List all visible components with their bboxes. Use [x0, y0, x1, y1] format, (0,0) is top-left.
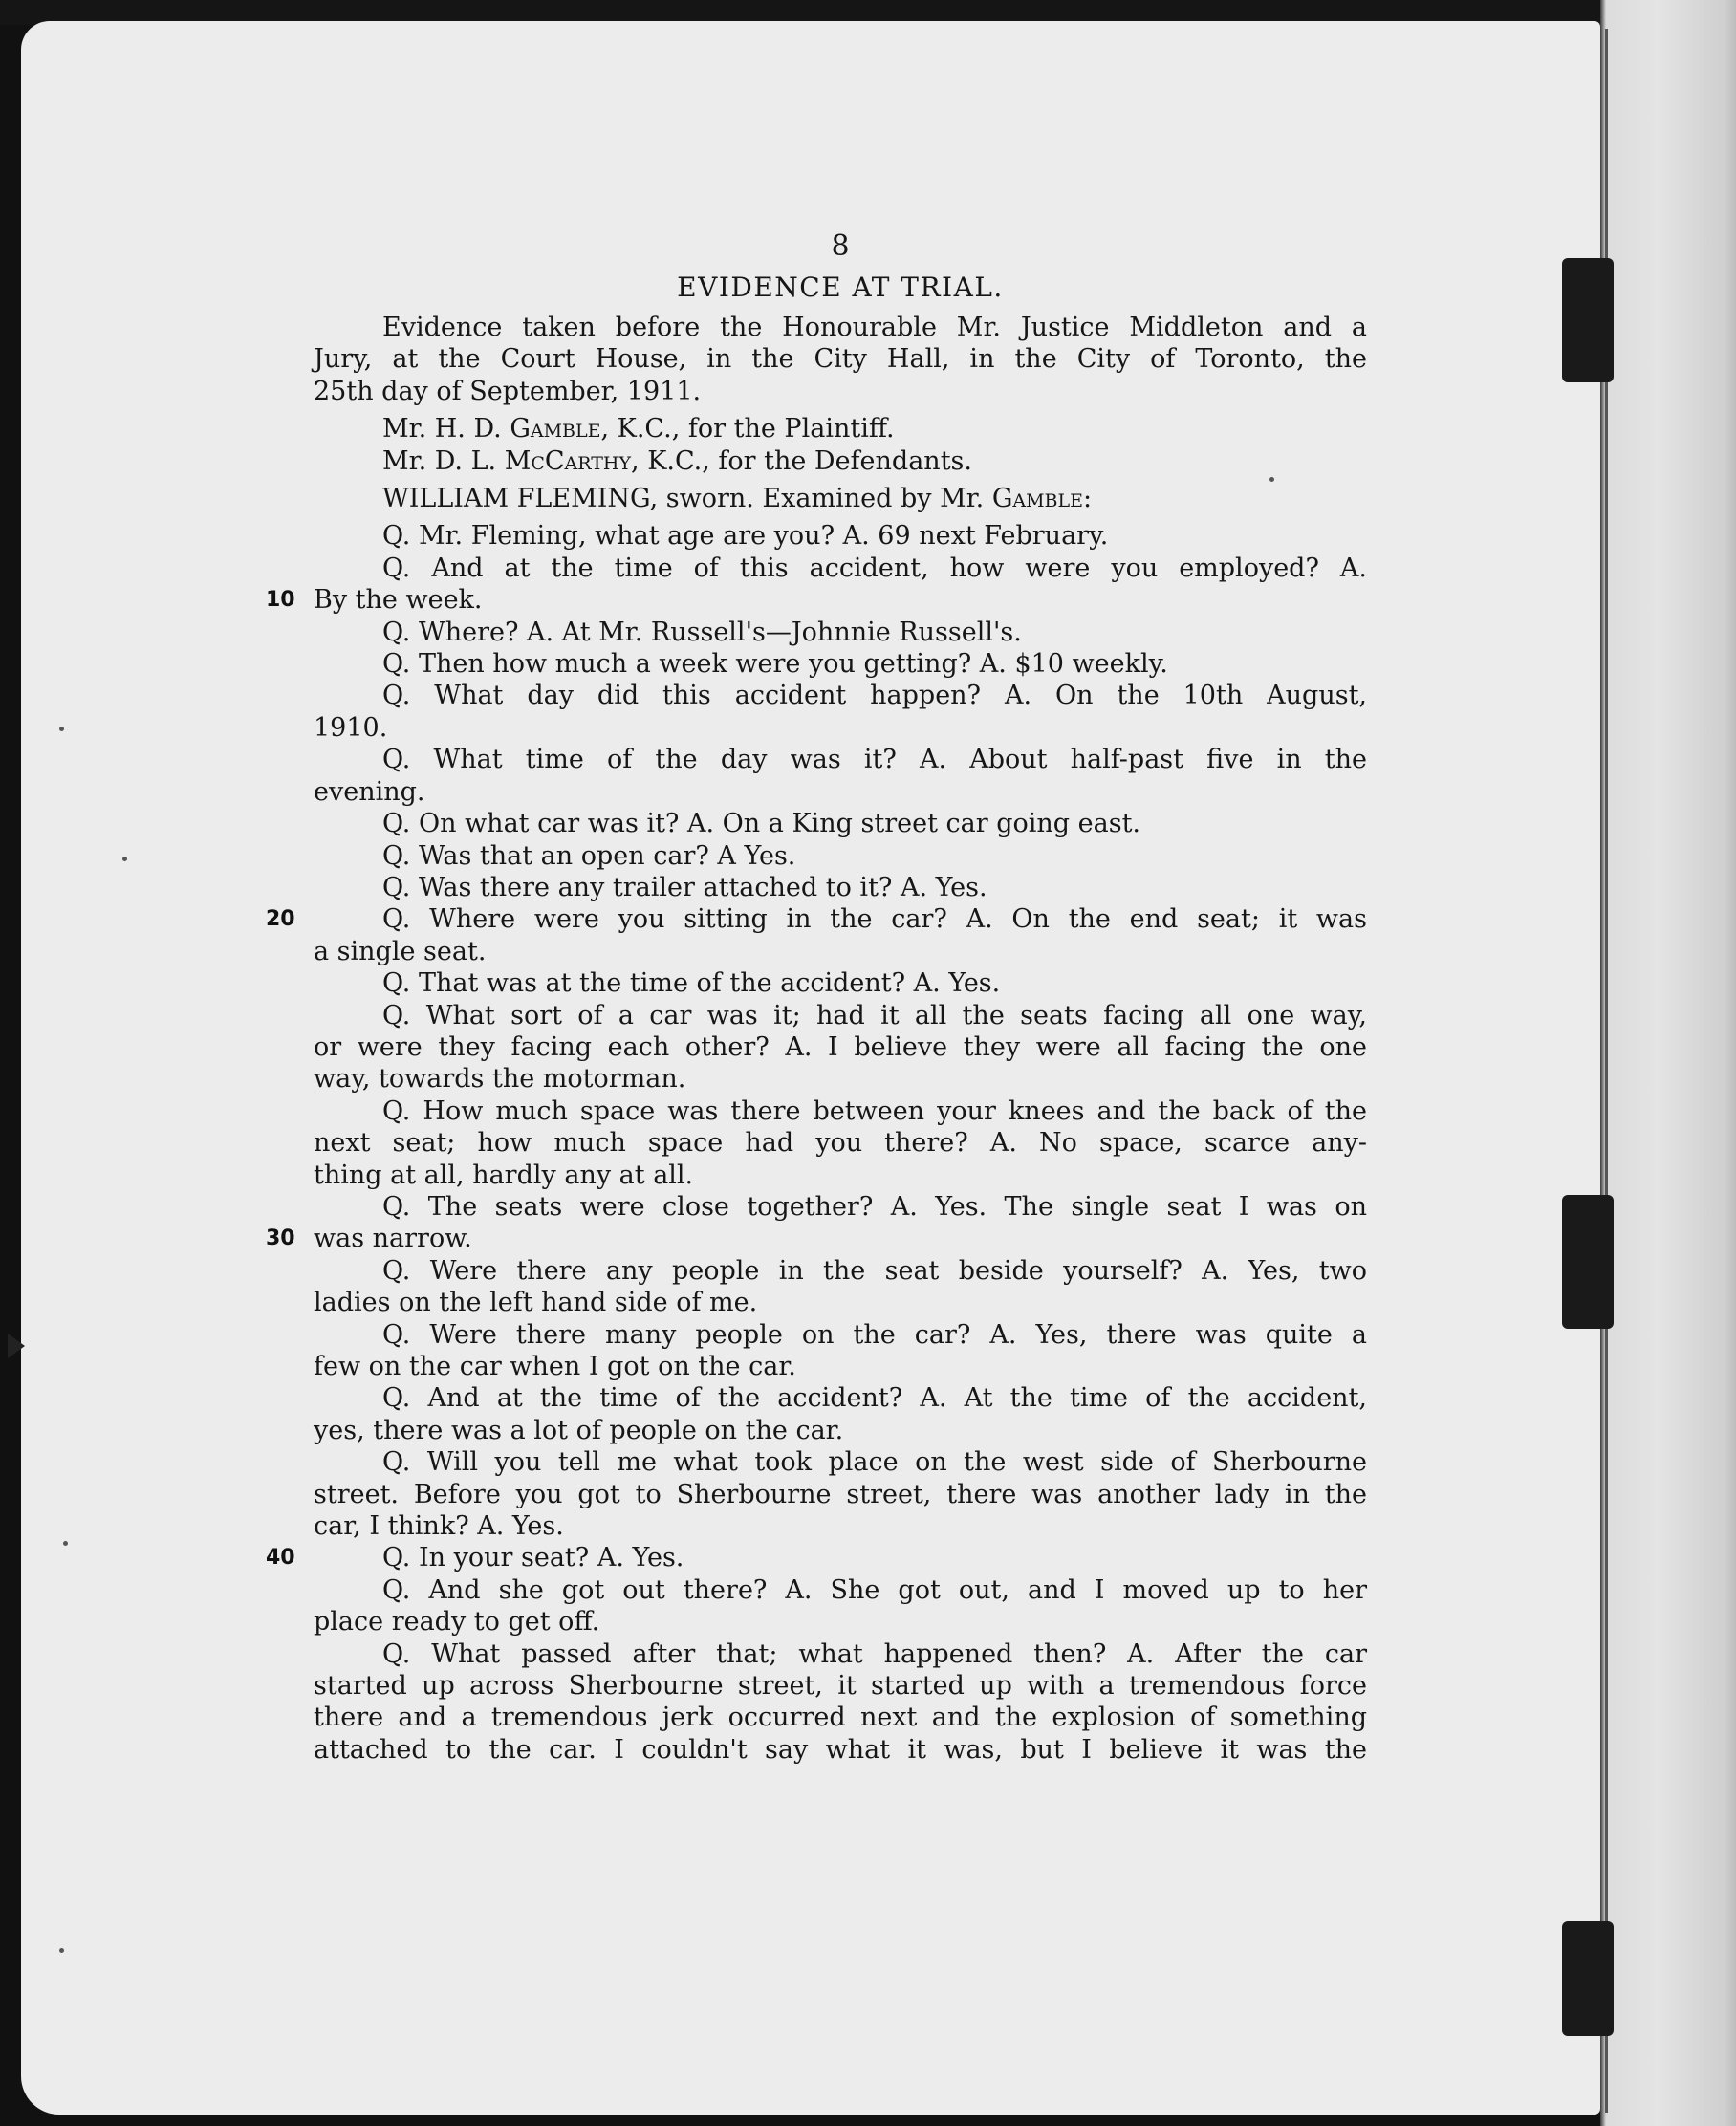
testimony-line: Q. Then how much a week were you getting? A. $10 weekly.	[382, 649, 1168, 680]
scan-speck	[122, 857, 127, 861]
counsel-post: , K.C., for the Plaintiff.	[600, 414, 895, 445]
testimony-line: attached to the car. I couldn't say what it was, but I believe it was the	[314, 1734, 1367, 1765]
testimony-line: street. Before you got to Sherbourne street, there was another lady in the	[314, 1479, 1367, 1509]
page-title: EVIDENCE AT TRIAL.	[677, 271, 1004, 303]
testimony-line: Q. The seats were close together? A. Yes. The single seat I was on	[382, 1191, 1367, 1222]
testimony-line: evening.	[314, 776, 425, 807]
testimony-line: next seat; how much space had you there? A. No space, scarce any-	[314, 1128, 1367, 1159]
testimony-line: ladies on the left hand side of me.	[314, 1288, 758, 1318]
testimony-line: Q. Was there any trailer attached to it? A. Yes.	[382, 872, 987, 902]
testimony-line	[266, 584, 1367, 616]
counsel-plaintiff	[314, 413, 1367, 445]
witness-line	[314, 483, 1367, 514]
binding-clip-middle	[1562, 1195, 1614, 1329]
testimony-line: Q. Where? A. At Mr. Russell's—Johnnie Russell's.	[382, 617, 1022, 647]
intro-line: 25th day of September, 1911.	[314, 376, 702, 406]
testimony-line: way, towards the motorman.	[314, 1064, 686, 1095]
intro-line: Jury, at the Court House, in the City Hall, in the City of Toronto, the	[314, 344, 1367, 375]
binding-clip-bottom	[1562, 1921, 1614, 2036]
book-spine	[1600, 0, 1736, 2126]
testimony-line: or were they facing each other? A. I believe they were all facing the one	[314, 1031, 1367, 1062]
testimony-line: thing at all, hardly any at all.	[314, 1160, 694, 1190]
scan-speck	[59, 1948, 64, 1953]
witness-post: :	[1083, 484, 1093, 514]
margin-line-number: 30	[266, 1226, 295, 1251]
testimony-line: Q. How much space was there between your knees and the back of the	[382, 1096, 1367, 1126]
testimony-line: Q. On what car was it? A. On a King street car going east.	[382, 809, 1141, 839]
testimony-line: Q. Was that an open car? A Yes.	[382, 840, 796, 871]
margin-line-number: 40	[266, 1546, 295, 1571]
testimony-line: 1910.	[314, 712, 388, 743]
testimony-line: Q. Mr. Fleming, what age are you? A. 69 next February.	[382, 521, 1109, 552]
margin-line-number: 20	[266, 907, 295, 932]
counsel-post: , K.C., for the Defendants.	[631, 445, 972, 476]
counsel-pre: Mr. D. L.	[382, 445, 505, 476]
testimony-line	[266, 1223, 1367, 1254]
testimony-line: Q. And at the time of the accident? A. At the time of the accident,	[382, 1383, 1367, 1414]
testimony-line: Q. And at the time of this accident, how were you employed? A.	[382, 553, 1367, 583]
margin-line-number: 10	[266, 588, 295, 613]
testimony-line: Q. What time of the day was it? A. About half-past five in the	[382, 745, 1367, 775]
testimony-line: Q. Were there any people in the seat beside yourself? A. Yes, two	[382, 1255, 1367, 1286]
testimony-line	[266, 1542, 1367, 1573]
binding-clip-top	[1562, 258, 1614, 382]
scan-speck	[63, 1541, 68, 1546]
testimony-line: a single seat.	[314, 936, 487, 966]
testimony-line: car, I think? A. Yes.	[314, 1511, 564, 1542]
testimony-line: there and a tremendous jerk occurred next and the explosion of something	[314, 1703, 1367, 1733]
counsel-defendant	[314, 445, 1367, 477]
testimony-line: yes, there was a lot of people on the car.	[314, 1415, 844, 1445]
document-body	[266, 228, 1367, 1766]
counsel-name: Gamble	[510, 414, 601, 445]
testimony-text: was narrow.	[314, 1224, 472, 1254]
intro-line: Evidence taken before the Honourable Mr. Justice Middleton and a	[382, 313, 1367, 342]
testimony-line: Q. And she got out there? A. She got out, and I moved up to her	[382, 1574, 1367, 1605]
counsel-name: McCarthy	[504, 445, 632, 476]
testimony-text: Q. Where were you sitting in the car? A. On the end seat; it was	[382, 904, 1367, 935]
examiner-name: Gamble	[991, 484, 1084, 514]
testimony-line: Q. What passed after that; what happened then? A. After the car	[382, 1638, 1367, 1669]
testimony-text: Q. In your seat? A. Yes.	[382, 1543, 684, 1573]
testimony-line: started up across Sherbourne street, it started up with a tremendous force	[314, 1671, 1367, 1702]
testimony-line: Q. That was at the time of the accident? A. Yes.	[382, 968, 1001, 999]
testimony-line: Q. What sort of a car was it; had it all the seats facing all one way,	[382, 1000, 1367, 1030]
testimony-line	[266, 903, 1367, 935]
testimony-line: Q. Were there many people on the car? A. Yes, there was quite a	[382, 1319, 1367, 1350]
testimony-text: By the week.	[314, 585, 483, 616]
witness-pre: WILLIAM FLEMING, sworn. Examined by Mr.	[382, 484, 992, 514]
testimony-line: Q. Will you tell me what took place on the west side of Sherbourne	[382, 1447, 1367, 1478]
testimony-line: Q. What day did this accident happen? A. On the 10th August,	[382, 681, 1367, 711]
scan-speck	[59, 727, 64, 731]
testimony-line: few on the car when I got on the car.	[314, 1352, 796, 1381]
counsel-pre: Mr. H. D.	[382, 414, 510, 445]
testimony-line: place ready to get off.	[314, 1607, 600, 1638]
page-number: 8	[831, 229, 850, 263]
